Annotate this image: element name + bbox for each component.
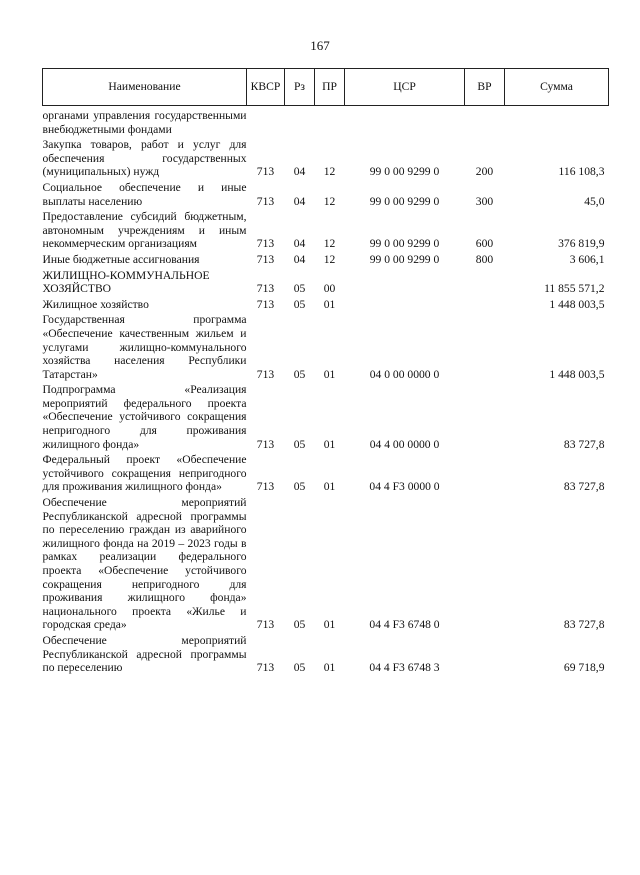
table-row [43,267,609,296]
row-csr: 04 0 00 0000 0 [369,367,440,381]
row-vr [465,381,505,451]
row-kvsr: 713 [256,282,275,296]
row-pr: 01 [323,661,336,675]
row-sum: 83 727,8 [563,480,605,494]
row-vr: 200 [475,165,494,179]
row-name: Жилищное хозяйство [42,297,149,311]
row-kvsr: 713 [256,480,275,494]
header-name: Наименование [43,69,247,106]
row-vr: 800 [475,252,494,266]
row-csr [345,106,465,137]
row-kvsr: 713 [256,297,275,311]
row-pr: 12 [323,237,336,251]
header-rz: Рз [285,69,315,106]
row-kvsr: 713 [256,437,275,451]
row-pr: 12 [323,165,336,179]
row-name: Закупка товаров, работ и услуг для обеспечения государственных (муниципальных) нужд [42,138,247,179]
row-vr [465,494,505,632]
row-sum: 376 819,9 [558,237,605,251]
row-kvsr: 713 [256,237,275,251]
row-name: ЖИЛИЩНО-КОММУНАЛЬНОЕ ХОЗЯЙСТВО [42,268,210,296]
row-rz: 05 [293,661,306,675]
row-rz: 05 [293,297,306,311]
row-name: Федеральный проект «Обеспечение устойчивого сокращения непригодного для проживания жилищного фонда» [42,453,247,494]
row-vr: 300 [475,194,494,208]
row-name: Обеспечение мероприятий Республиканской адресной программы по переселению [42,633,247,675]
row-name: Предоставление субсидий бюджетным, автономным учреждениям и иным некоммерческим организациям [42,210,247,251]
table-row [43,632,609,675]
row-rz: 05 [293,437,306,451]
row-sum: 11 855 571,2 [544,282,605,296]
budget-table [42,68,609,675]
table-header [43,69,609,106]
row-sum [505,106,609,137]
row-rz: 05 [293,282,306,296]
row-sum: 116 108,3 [558,165,605,179]
row-csr: 99 0 00 9299 0 [369,237,440,251]
table-row [43,136,609,179]
row-rz: 04 [293,194,306,208]
row-vr: 600 [475,237,494,251]
table-row [43,296,609,312]
table-row [43,381,609,451]
row-sum: 3 606,1 [569,252,605,266]
table-row [43,179,609,208]
table-row [43,494,609,632]
row-vr [465,296,505,312]
page-number: 167 [310,38,330,53]
header-kvsr: КВСР [247,69,285,106]
row-csr [345,267,465,296]
row-kvsr [247,106,285,137]
row-sum: 69 718,9 [563,661,605,675]
row-csr: 04 4 F3 0000 0 [369,480,440,494]
row-rz: 04 [293,237,306,251]
row-pr: 01 [323,480,336,494]
row-vr [465,267,505,296]
row-vr [465,311,505,381]
row-kvsr: 713 [256,165,275,179]
row-rz [285,106,315,137]
header-csr: ЦСР [345,69,465,106]
header-pr: ПР [315,69,345,106]
row-kvsr: 713 [256,252,275,266]
row-csr: 04 4 F3 6748 3 [369,661,440,675]
row-pr: 01 [323,297,336,311]
row-rz: 04 [293,252,306,266]
row-kvsr: 713 [256,661,275,675]
row-pr: 12 [323,194,336,208]
row-kvsr: 713 [256,367,275,381]
row-pr: 01 [323,437,336,451]
table-row [43,311,609,381]
row-kvsr: 713 [256,618,275,632]
row-csr [345,296,465,312]
row-name: Социальное обеспечение и иные выплаты населению [42,180,247,208]
row-rz: 05 [293,618,306,632]
row-csr: 04 4 F3 6748 0 [369,618,440,632]
row-rz: 05 [293,480,306,494]
row-name: Подпрограмма «Реализация мероприятий федерального проекта «Обеспечение устойчивого сокращения непригодного для проживания жилищного фонда» [42,383,247,451]
row-sum: 83 727,8 [563,618,605,632]
table-row [43,208,609,251]
row-kvsr: 713 [256,194,275,208]
row-pr: 00 [323,282,336,296]
row-csr: 99 0 00 9299 0 [369,252,440,266]
row-name: Иные бюджетные ассигнования [42,252,200,266]
row-pr [315,106,345,137]
row-pr: 01 [323,618,336,632]
table-row [43,451,609,494]
table-row [43,106,609,137]
row-vr [465,632,505,675]
row-sum: 45,0 [584,194,605,208]
table-body [43,106,609,675]
row-csr: 04 4 00 0000 0 [369,437,440,451]
table-row [43,251,609,267]
row-name: органами управления государственными внебюджетными фондами [42,109,247,136]
row-csr: 99 0 00 9299 0 [369,194,440,208]
row-rz: 05 [293,367,306,381]
row-pr: 12 [323,252,336,266]
header-sum: Сумма [505,69,609,106]
row-sum: 1 448 003,5 [549,297,605,311]
header-vr: ВР [465,69,505,106]
row-sum: 83 727,8 [563,437,605,451]
row-name: Обеспечение мероприятий Республиканской адресной программы по переселению граждан из аварийного жилищного фонда на 2019 – 2023 годы в рамках реализации федерального проекта «Обеспечение устойчивого сокращения непригодного для проживания жилищного фонда» национального проекта «Жилье и городская среда» [42,496,247,632]
row-pr: 01 [323,367,336,381]
row-vr [465,451,505,494]
row-csr: 99 0 00 9299 0 [369,165,440,179]
row-name: Государственная программа «Обеспечение качественным жильем и услугами жилищно-коммунального хозяйства населения Республики Татарстан» [42,313,247,381]
row-sum: 1 448 003,5 [549,367,605,381]
row-rz: 04 [293,165,306,179]
row-vr [465,106,505,137]
